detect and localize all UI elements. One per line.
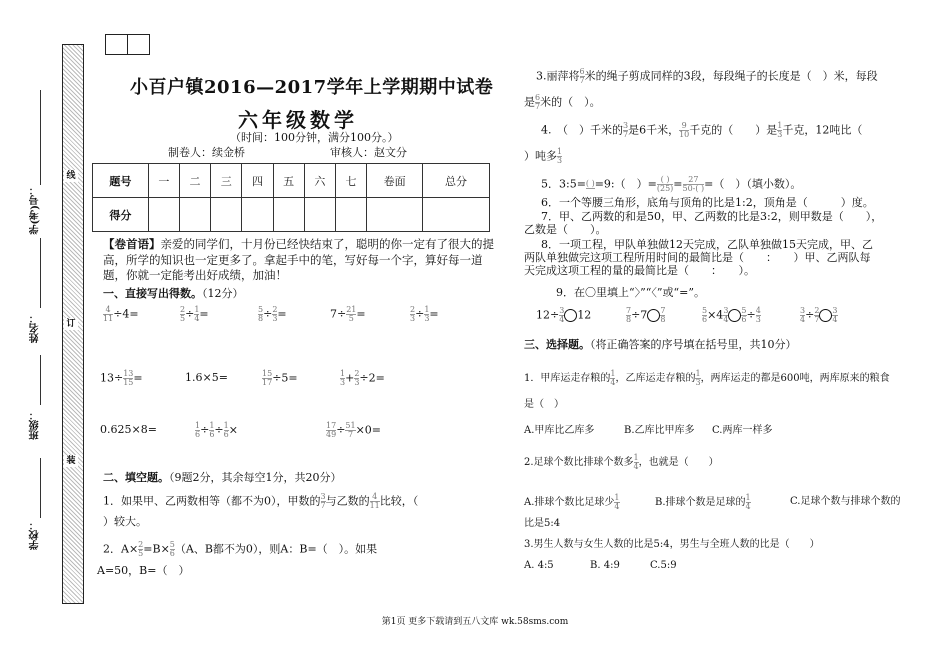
class-line [40, 355, 41, 405]
cell: 二 [179, 164, 210, 198]
q1-cont: ）较大。 [103, 515, 147, 528]
q1: 1．如果甲、乙两数相等（都不为0），甲数的 $\frac{3}{7}$ 与乙数的 $\frac{4}{11}$ 比较，（ [103, 492, 419, 510]
compare-4: $\frac{3}{4}$ ÷ $\frac{2}{7}$ $\frac{3}{4}$ [800, 306, 838, 324]
score-cell[interactable] [273, 198, 304, 232]
q7-cont: 乙数是（ ）。 [524, 223, 607, 236]
score-cell[interactable] [335, 198, 366, 232]
compare-circle[interactable] [647, 309, 660, 322]
c3-opt-c[interactable]: C.5:9 [650, 560, 677, 571]
school-label: 学校： [30, 520, 41, 550]
q6: 6．一个等腰三角形，底角与顶角的比是1:2，顶角是（ ）度。 [541, 196, 874, 209]
school-line [40, 458, 41, 518]
cell: 卷面 [367, 164, 423, 198]
q8-cont1: 两队单独做完这项工程所用时间的最简比是（ ： ）甲、乙两队每 [524, 251, 871, 264]
sec3-heading: 三、选择题。（将正确答案的序号填在括号里，共10分） [524, 338, 797, 351]
c1-cont: 是（ ） [524, 399, 564, 410]
score-header-row [93, 164, 490, 198]
c1-opt-b[interactable]: B.乙库比甲库多 [624, 425, 695, 436]
score-cell[interactable] [211, 198, 242, 232]
compare-3: $\frac{5}{6}$ ×4 $\frac{3}{4}$ $\frac{5}{6}$ ÷ $\frac{4}{3}$ [702, 306, 761, 324]
exam-subject: 六年级数学 [238, 108, 358, 132]
cell: 一 [148, 164, 179, 198]
c2-opt-a[interactable]: A.排球个数比足球少 $\frac{1}{4}$ [524, 493, 620, 511]
q2: 2．A× $\frac{2}{5}$ =B× $\frac{5}{6}$ （A、B都不为0），则A：B=（ ）。如果 [103, 540, 378, 558]
compare-circle[interactable] [728, 309, 741, 322]
score-cell[interactable] [179, 198, 210, 232]
calc-5: $\frac{2}{3}$ ÷ $\frac{1}{3}$ = [410, 305, 439, 323]
q5: 5．3:5= ( ) =9:（ ）= ( ) (25) = $\frac{27}{50-( )}$ =（ ）（填小数）。 [541, 175, 802, 193]
q4: 4. （ ）千米的 $\frac{3}{7}$ 是6千米， $\frac{9}{10}$ 千克的（ ）是 $\frac{1}{3}$ 千克，12吨比（ [541, 121, 863, 139]
strip-label-zhuang: 装 [64, 455, 78, 467]
seat-boxes [105, 34, 150, 55]
score-cell[interactable] [304, 198, 335, 232]
calc-7: 1.6×5= [185, 371, 228, 384]
class-label: 班级： [30, 410, 41, 440]
calc-6: 13÷ $\frac{13}{15}$ = [100, 369, 143, 387]
calc-10: 0.625×8= [100, 423, 157, 436]
cell: 四 [242, 164, 273, 198]
score-cell[interactable] [242, 198, 273, 232]
cell: 五 [273, 164, 304, 198]
sec2-heading: 二、填空题。（9题2分，其余每空1分，共20分） [103, 471, 342, 484]
name-label: 姓名： [30, 313, 41, 343]
compare-2: $\frac{7}{8}$ ÷7 $\frac{7}{8}$ [626, 306, 666, 324]
score-cell[interactable] [367, 198, 423, 232]
c1: 1．甲库运走存粮的 $\frac{1}{4}$ ，乙库运走存粮的 $\frac{1}{3}$ ，两库运走的都是600吨，两库原来的粮食 [524, 369, 890, 387]
strip-label-xian: 线 [64, 170, 78, 182]
calc-3: $\frac{5}{8}$ ÷ $\frac{2}{3}$ = [258, 305, 287, 323]
c2-opt-b[interactable]: B.排球个数是足球的 $\frac{1}{4}$ [655, 493, 751, 511]
strip-label-ding: 订 [64, 318, 78, 330]
exam-no-line [40, 90, 41, 185]
calc-2: $\frac{2}{5}$ ÷ $\frac{1}{4}$ = [180, 305, 209, 323]
compare-circle[interactable] [819, 309, 832, 322]
cell: 得分 [93, 198, 149, 232]
c2-opt-c[interactable]: C.足球个数与排球个数的 [790, 496, 901, 507]
cell: 六 [304, 164, 335, 198]
cell: 三 [211, 164, 242, 198]
q7: 7．甲、乙两数的和是50，甲、乙两数的比是3:2，则甲数是（ ）， [541, 210, 883, 223]
q4-cont: ）吨多 $\frac{1}{3}$ [524, 147, 563, 165]
compare-1: 12÷ $\frac{3}{4}$ 12 [536, 306, 592, 324]
calc-1: $\frac{4}{11}$ ÷4= [103, 305, 139, 323]
exam-no-label: 学(考)号： [30, 185, 41, 235]
intro [103, 237, 495, 284]
time-note: （时间：100分钟，满分100分。） [230, 131, 399, 144]
q3: 3.丽萍将 $\frac{6}{7}$ 米的绳子剪成同样的3段，每段绳子的长度是（ ）米，每段 [536, 67, 878, 85]
exam-title: 小百户镇2016—2017学年上学期期中试卷 [130, 77, 494, 98]
intro-label: 【卷首语】 [103, 237, 161, 251]
q3-cont: 是 $\frac{6}{7}$ 米的（ ）。 [524, 93, 601, 111]
calc-11: $\frac{1}{6}$ ÷ $\frac{1}{6}$ ÷ $\frac{1}{6}$ × [195, 421, 238, 439]
sec1-heading: 一、直接写出得数。（12分） [103, 287, 244, 300]
calc-9: $\frac{1}{3}$ + $\frac{2}{3}$ ÷2= [340, 369, 385, 387]
calc-4: 7÷ $\frac{21}{5}$ = [330, 305, 366, 323]
c1-opt-c[interactable]: C.两库一样多 [712, 425, 773, 436]
c1-opt-a[interactable]: A.甲库比乙库多 [524, 425, 595, 436]
calc-8: $\frac{15}{17}$ ÷5= [262, 369, 298, 387]
intro-text: 亲爱的同学们，十月份已经快结束了，聪明的你一定有了很大的提高，所学的知识也一定更多了。拿起手中的笔，写好每一个字，算好每一道题，你就一定能考出好成绩，加油！ [103, 237, 494, 282]
c2-opt-c-cont: 比是5:4 [524, 518, 561, 529]
cell: 总分 [423, 164, 490, 198]
reviewer: 审核人：赵文分 [330, 146, 407, 159]
q2-cont: A=50，B=（ ） [97, 564, 190, 577]
score-cell[interactable] [423, 198, 490, 232]
c3-opt-b[interactable]: B. 4:9 [590, 560, 620, 571]
compare-circle[interactable] [564, 309, 577, 322]
score-value-row [93, 198, 490, 232]
cell: 七 [335, 164, 366, 198]
score-table [92, 163, 490, 232]
q8: 8．一项工程，甲队单独做12天完成，乙队单独做15天完成，甲、乙 [541, 238, 873, 251]
c2: 2.足球个数比排球个数多 $\frac{1}{4}$ ，也就是（ ） [524, 453, 719, 471]
q8-cont2: 天完成这项工程的量的最简比是（ ： ）。 [524, 264, 755, 277]
name-line [40, 238, 41, 308]
c3-opt-a[interactable]: A. 4:5 [524, 560, 554, 571]
maker: 制卷人：续金桥 [168, 146, 245, 159]
c3: 3.男生人数与女生人数的比是5:4，男生与全班人数的比是（ ） [524, 539, 820, 550]
page-footer: 第1页 更多下载请到五八文库 wk.58sms.com [381, 617, 569, 627]
cell: 题号 [93, 164, 149, 198]
score-cell[interactable] [148, 198, 179, 232]
calc-12: $\frac{17}{49}$ ÷ $\frac{51}{7}$ ×0= [326, 421, 382, 439]
q9: 9．在〇里填上“〉”“〈”或“=”。 [556, 286, 705, 299]
